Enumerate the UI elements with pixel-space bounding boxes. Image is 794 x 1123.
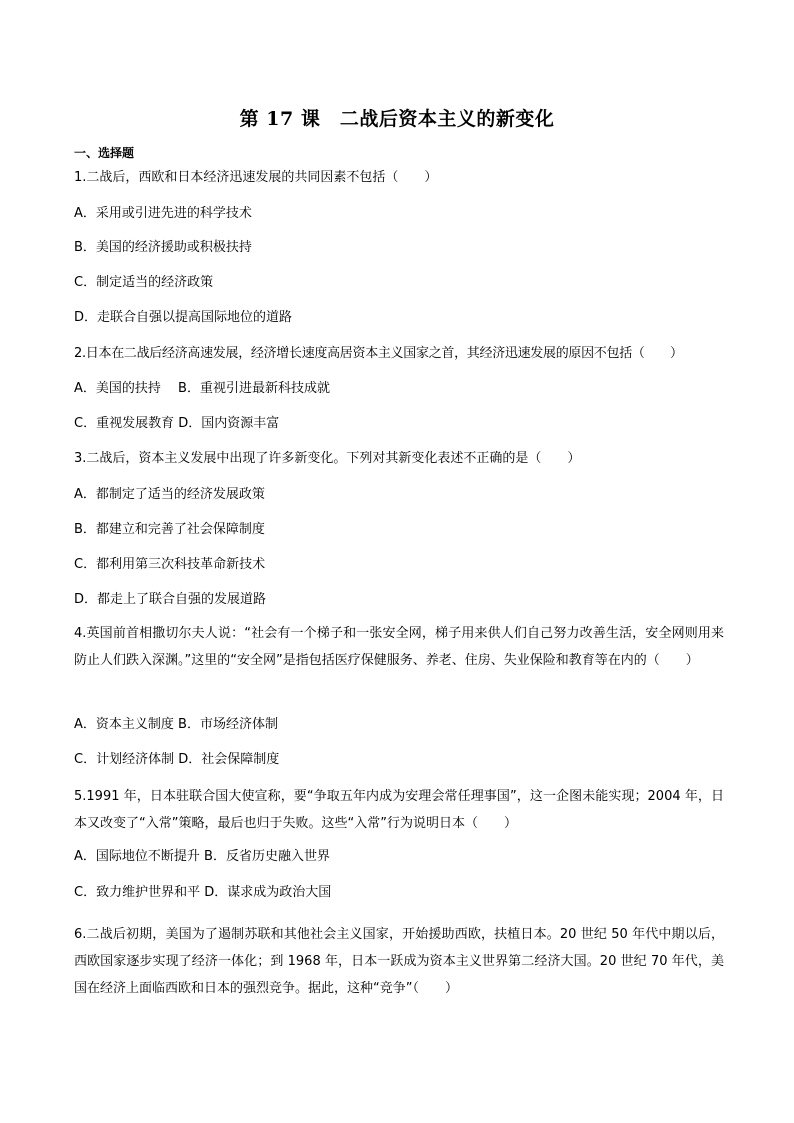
question-2-options-cd: C．重视发展教育 D．国内资源丰富 [74, 416, 280, 431]
question-4-stem: 4.英国前首相撒切尔夫人说：“社会有一个梯子和一张安全网，梯子用来供人们自己努力改善生活，安全网则用来防止人们跌入深渊。”这里的“安全网”是指包括医疗保健服务、养老、住房、失业保险和教育等在内的（ ） [74, 626, 724, 668]
question-4-options-ab: A．资本主义制度 B．市场经济体制 [74, 717, 278, 732]
page-title: 第 17 课 二战后资本主义的新变化 [239, 108, 555, 130]
question-2-stem: 2.日本在二战后经济高速发展，经济增长速度高居资本主义国家之首，其经济迅速发展的原因不包括（ ） [74, 346, 683, 361]
question-3-option-d: D．都走上了联合自强的发展道路 [74, 592, 267, 607]
question-2-options-ab: A．美国的扶持 B．重视引进最新科技成就 [74, 381, 330, 396]
question-6-stem: 6.二战后初期，美国为了遏制苏联和其他社会主义国家，开始援助西欧，扶植日本。20 世纪 50 年代中期以后，西欧国家逐步实现了经济一体化；到 1968 年，日本一跃成为资本主义世界第二经济大国。20 世纪 70 年代，美国在经济上面临西欧和日本的强烈竞争。据此，这种“竞争”（ ） [74, 927, 724, 996]
question-1-option-d: D．走联合自强以提高国际地位的道路 [74, 310, 293, 325]
question-1-option-a: A．采用或引进先进的科学技术 [74, 206, 252, 221]
question-3-stem: 3.二战后，资本主义发展中出现了许多新变化。下列对其新变化表述不正确的是（ ） [74, 451, 581, 466]
question-1-option-c: C．制定适当的经济政策 [74, 275, 214, 290]
question-1-stem: 1.二战后，西欧和日本经济迅速发展的共同因素不包括（ ） [74, 170, 438, 185]
question-5-options-ab: A．国际地位不断提升 B．反省历史融入世界 [74, 849, 330, 864]
question-1-option-b: B．美国的经济援助或积极扶持 [74, 240, 252, 255]
question-5-stem: 5.1991 年，日本驻联合国大使宣称，要“争取五年内成为安理会常任理事国”，这一企图未能实现；2004 年，日本又改变了“入常”策略，最后也归于失败。这些“入常”行为说明日本（ ） [74, 789, 724, 831]
question-3-option-c: C．都利用第三次科技革命新技术 [74, 557, 266, 572]
section-heading: 一、选择题 [74, 146, 135, 160]
question-3-option-b: B．都建立和完善了社会保障制度 [74, 522, 265, 537]
question-4-options-cd: C．计划经济体制 D．社会保障制度 [74, 752, 280, 767]
question-3-option-a: A．都制定了适当的经济发展政策 [74, 487, 265, 502]
question-5-options-cd: C．致力维护世界和平 D．谋求成为政治大国 [74, 885, 332, 900]
